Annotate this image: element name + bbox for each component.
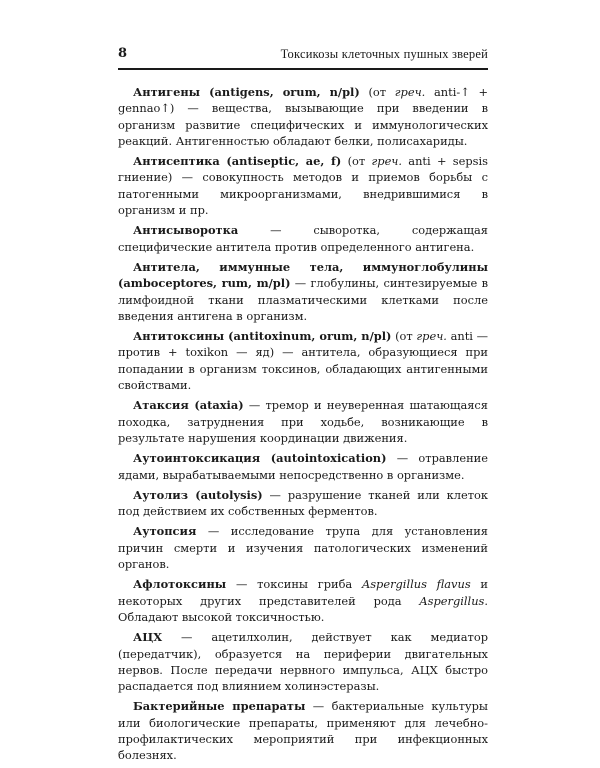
entry-term: Антисыворотка xyxy=(133,223,239,238)
entry-text: — сыворотка, содержащая специфические антитела против определенного антигена. xyxy=(118,223,488,254)
glossary-entry xyxy=(118,576,488,625)
glossary-entry xyxy=(118,397,488,446)
entry-term: АЦХ xyxy=(133,630,163,645)
entry-text: — отравление ядами, вырабатываемыми непосредственно в организме. xyxy=(118,451,488,482)
entry-term: Афлотоксины xyxy=(133,577,227,592)
entry-term: Аутопсия xyxy=(133,524,197,539)
entry-text: — бактериальные культуры или биологические препараты, применяют для лечебно-профилактических мероприятий при инфекционных болезнях. xyxy=(118,699,488,763)
glossary-entry xyxy=(118,84,488,149)
entry-note: Aspergillus xyxy=(419,593,485,608)
glossary-entry xyxy=(118,450,488,483)
entry-text: anti-↑ + gennao↑) — вещества, вызывающие при введении в организм развитие специфических и иммунологических реакций. Антигенностью обладают белки, полисахариды. xyxy=(118,85,488,148)
glossary-entry xyxy=(118,698,488,763)
entry-text: — глобулины, синтезируемые в лимфоидной ткани плазматическими клетками после введения антигена в организм. xyxy=(118,276,488,323)
entry-text: anti + sepsis гниение) — совокупность методов и приемов борьбы с патогенными микроорганизмами, внедрившимися в организм и пр. xyxy=(118,154,488,218)
entry-text: — разрушение тканей или клеток под действием их собственных ферментов. xyxy=(118,487,488,519)
glossary-entry xyxy=(118,487,488,520)
entry-text: — исследование трупа для установления причин смерти и изучения патологических изменений органов. xyxy=(118,524,488,572)
entry-text: и некоторых других представителей рода xyxy=(118,577,489,608)
entry-term: Бактерийные препараты xyxy=(133,699,306,714)
entry-text: . Обладают высокой токсичностью. xyxy=(118,593,488,624)
entry-text: (от xyxy=(341,154,372,169)
entry-text: (от xyxy=(391,329,417,344)
glossary-entry xyxy=(118,328,488,393)
entry-term: Антисептика (antiseptic, ae, f) xyxy=(133,154,342,169)
glossary-entry xyxy=(118,629,488,694)
entry-note: греч. xyxy=(416,329,447,344)
entry-text: — ацетилхолин, действует как медиатор (передатчик), образуется на периферии двигательных нервов. После передачи нервного импульса, АЦХ быстро распадается под влиянием холинэстеразы. xyxy=(118,630,488,694)
entry-text: — тремор и неуверенная шатающаяся походка, затруднения при ходьбе, возникающие в результате нарушения координации движения. xyxy=(118,398,488,445)
glossary-entry xyxy=(118,153,488,218)
entry-note: Aspergillus flavus xyxy=(361,577,471,592)
entry-term: Антигены (antigens, orum, n/pl) xyxy=(133,85,360,99)
entry-text: anti — против + toxikon — яд) — антитела, образующиеся при попадании в организм токсинов, обладающих антигенными свойствами. xyxy=(118,329,488,393)
entry-text: (от xyxy=(359,85,395,99)
entry-term: Антитела, иммунные тела, иммуноглобулины (amboceptores, rum, m/pl) xyxy=(118,259,488,291)
glossary-entry xyxy=(118,222,488,255)
entry-note: греч. xyxy=(394,85,426,99)
entry-note: греч. xyxy=(371,154,403,169)
entry-text: — токсины гриба xyxy=(226,577,362,592)
page-number: 8 xyxy=(118,46,128,61)
entry-term: Аутоинтоксикация (autointoxication) xyxy=(133,451,387,466)
running-title: Токсикозы клеточных пушных зверей xyxy=(280,47,488,61)
entry-term: Антитоксины (antitoxinum, orum, n/pl) xyxy=(133,329,392,344)
page-header xyxy=(118,42,488,70)
glossary-body xyxy=(118,84,488,768)
entry-term: Атаксия (ataxia) xyxy=(133,398,244,413)
glossary-entry xyxy=(118,523,488,572)
glossary-entry xyxy=(118,259,488,324)
entry-term: Аутолиз (autolysis) xyxy=(133,487,263,502)
